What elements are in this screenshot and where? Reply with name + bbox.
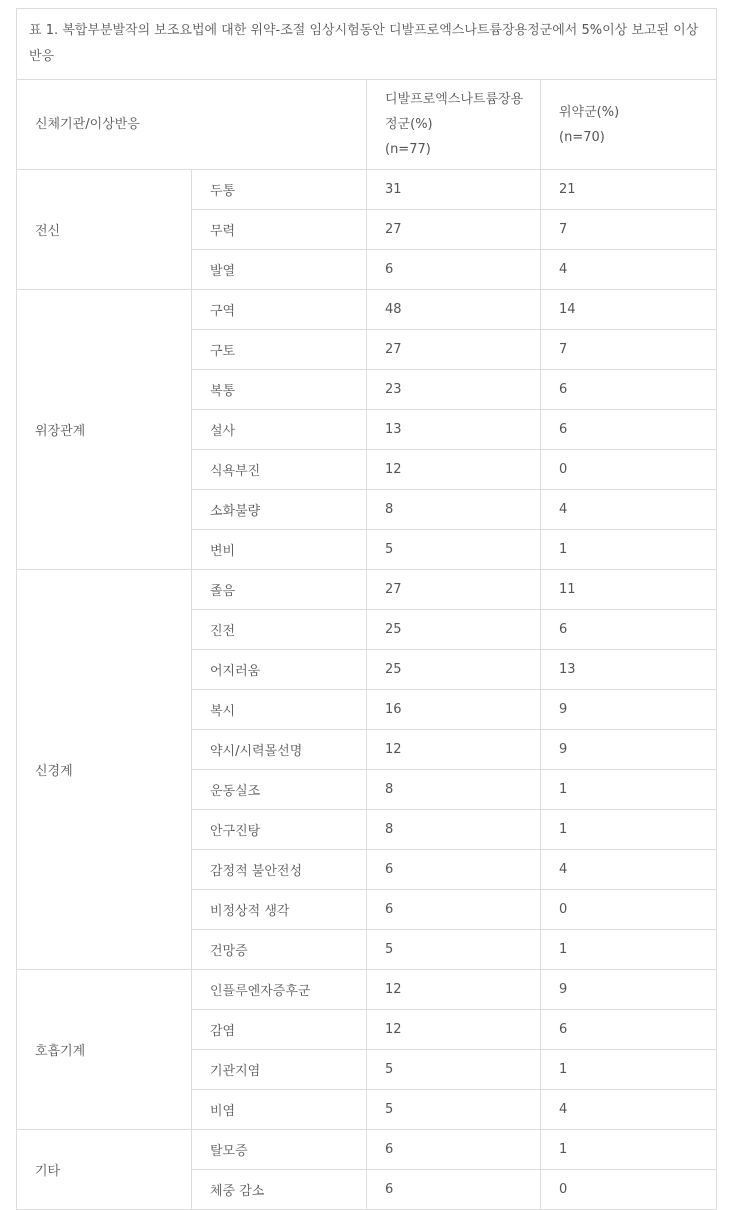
table-row	[17, 290, 717, 330]
drug-percent-cell: 25	[367, 610, 541, 650]
placebo-percent-cell: 6	[541, 610, 717, 650]
header-drug-line-2: 정군(%)	[385, 117, 433, 132]
placebo-percent-cell: 21	[541, 170, 717, 210]
event-cell: 체중 감소	[192, 1170, 367, 1210]
placebo-percent-cell: 0	[541, 450, 717, 490]
placebo-percent-cell: 13	[541, 650, 717, 690]
drug-percent-cell: 16	[367, 690, 541, 730]
system-cell: 위장관계	[17, 290, 192, 570]
placebo-percent-cell: 4	[541, 490, 717, 530]
drug-percent-cell: 8	[367, 770, 541, 810]
header-placebo	[541, 80, 717, 170]
event-cell: 설사	[192, 410, 367, 450]
drug-percent-cell: 27	[367, 330, 541, 370]
drug-percent-cell: 27	[367, 570, 541, 610]
event-cell: 소화불량	[192, 490, 367, 530]
drug-percent-cell: 12	[367, 1010, 541, 1050]
drug-percent-cell: 12	[367, 730, 541, 770]
drug-percent-cell: 12	[367, 970, 541, 1010]
drug-percent-cell: 12	[367, 450, 541, 490]
placebo-percent-cell: 1	[541, 1050, 717, 1090]
placebo-percent-cell: 14	[541, 290, 717, 330]
event-cell: 어지러움	[192, 650, 367, 690]
event-cell: 비염	[192, 1090, 367, 1130]
event-cell: 변비	[192, 530, 367, 570]
drug-percent-cell: 5	[367, 930, 541, 970]
event-cell: 비정상적 생각	[192, 890, 367, 930]
event-cell: 약시/시력몰선명	[192, 730, 367, 770]
drug-percent-cell: 5	[367, 1050, 541, 1090]
table-row	[17, 170, 717, 210]
event-cell: 진전	[192, 610, 367, 650]
placebo-percent-cell: 4	[541, 850, 717, 890]
drug-percent-cell: 6	[367, 1130, 541, 1170]
system-cell: 기타	[17, 1130, 192, 1210]
placebo-percent-cell: 9	[541, 970, 717, 1010]
event-cell: 건망증	[192, 930, 367, 970]
drug-percent-cell: 6	[367, 250, 541, 290]
placebo-percent-cell: 6	[541, 410, 717, 450]
placebo-percent-cell: 0	[541, 890, 717, 930]
event-cell: 안구진탕	[192, 810, 367, 850]
placebo-percent-cell: 0	[541, 1170, 717, 1210]
placebo-percent-cell: 1	[541, 770, 717, 810]
drug-percent-cell: 6	[367, 850, 541, 890]
table-caption: 표 1. 복합부분발작의 보조요법에 대한 위약-조절 임상시험동안 디발프로엑스나트륨장용정군에서 5%이상 보고된 이상반응	[17, 9, 717, 80]
drug-percent-cell: 23	[367, 370, 541, 410]
header-row	[17, 80, 717, 170]
header-drug	[367, 80, 541, 170]
table-row	[17, 1130, 717, 1170]
event-cell: 식욕부진	[192, 450, 367, 490]
drug-percent-cell: 8	[367, 810, 541, 850]
placebo-percent-cell: 4	[541, 1090, 717, 1130]
event-cell: 복시	[192, 690, 367, 730]
event-cell: 인플루엔자증후군	[192, 970, 367, 1010]
table-row	[17, 970, 717, 1010]
adverse-events-table	[16, 8, 717, 1210]
drug-percent-cell: 31	[367, 170, 541, 210]
placebo-percent-cell: 1	[541, 810, 717, 850]
caption-row	[17, 9, 717, 80]
event-cell: 무력	[192, 210, 367, 250]
event-cell: 운동실조	[192, 770, 367, 810]
system-cell: 신경계	[17, 570, 192, 970]
event-cell: 두통	[192, 170, 367, 210]
event-cell: 복통	[192, 370, 367, 410]
drug-percent-cell: 8	[367, 490, 541, 530]
event-cell: 졸음	[192, 570, 367, 610]
placebo-percent-cell: 1	[541, 930, 717, 970]
placebo-percent-cell: 7	[541, 330, 717, 370]
placebo-percent-cell: 6	[541, 1010, 717, 1050]
system-cell: 전신	[17, 170, 192, 290]
header-placebo-line-2: (n=70)	[559, 129, 605, 145]
drug-percent-cell: 5	[367, 530, 541, 570]
event-cell: 구역	[192, 290, 367, 330]
drug-percent-cell: 13	[367, 410, 541, 450]
event-cell: 감염	[192, 1010, 367, 1050]
drug-percent-cell: 25	[367, 650, 541, 690]
event-cell: 구토	[192, 330, 367, 370]
placebo-percent-cell: 1	[541, 530, 717, 570]
adverse-events-table-container	[16, 8, 716, 1210]
event-cell: 감정적 불안전성	[192, 850, 367, 890]
drug-percent-cell: 48	[367, 290, 541, 330]
placebo-percent-cell: 4	[541, 250, 717, 290]
drug-percent-cell: 6	[367, 890, 541, 930]
drug-percent-cell: 5	[367, 1090, 541, 1130]
drug-percent-cell: 27	[367, 210, 541, 250]
event-cell: 기관지염	[192, 1050, 367, 1090]
placebo-percent-cell: 1	[541, 1130, 717, 1170]
placebo-percent-cell: 9	[541, 690, 717, 730]
system-cell: 호흡기계	[17, 970, 192, 1130]
drug-percent-cell: 6	[367, 1170, 541, 1210]
table-row	[17, 570, 717, 610]
table-body	[17, 9, 717, 1210]
event-cell: 발열	[192, 250, 367, 290]
header-system: 신체기관/이상반응	[17, 80, 367, 170]
header-placebo-line-1: 위약군(%)	[559, 104, 620, 120]
placebo-percent-cell: 9	[541, 730, 717, 770]
header-drug-line-1: 디발프로엑스나트륨장용	[385, 92, 524, 107]
header-drug-line-3: (n=77)	[385, 142, 431, 157]
placebo-percent-cell: 6	[541, 370, 717, 410]
placebo-percent-cell: 7	[541, 210, 717, 250]
placebo-percent-cell: 11	[541, 570, 717, 610]
event-cell: 탈모증	[192, 1130, 367, 1170]
